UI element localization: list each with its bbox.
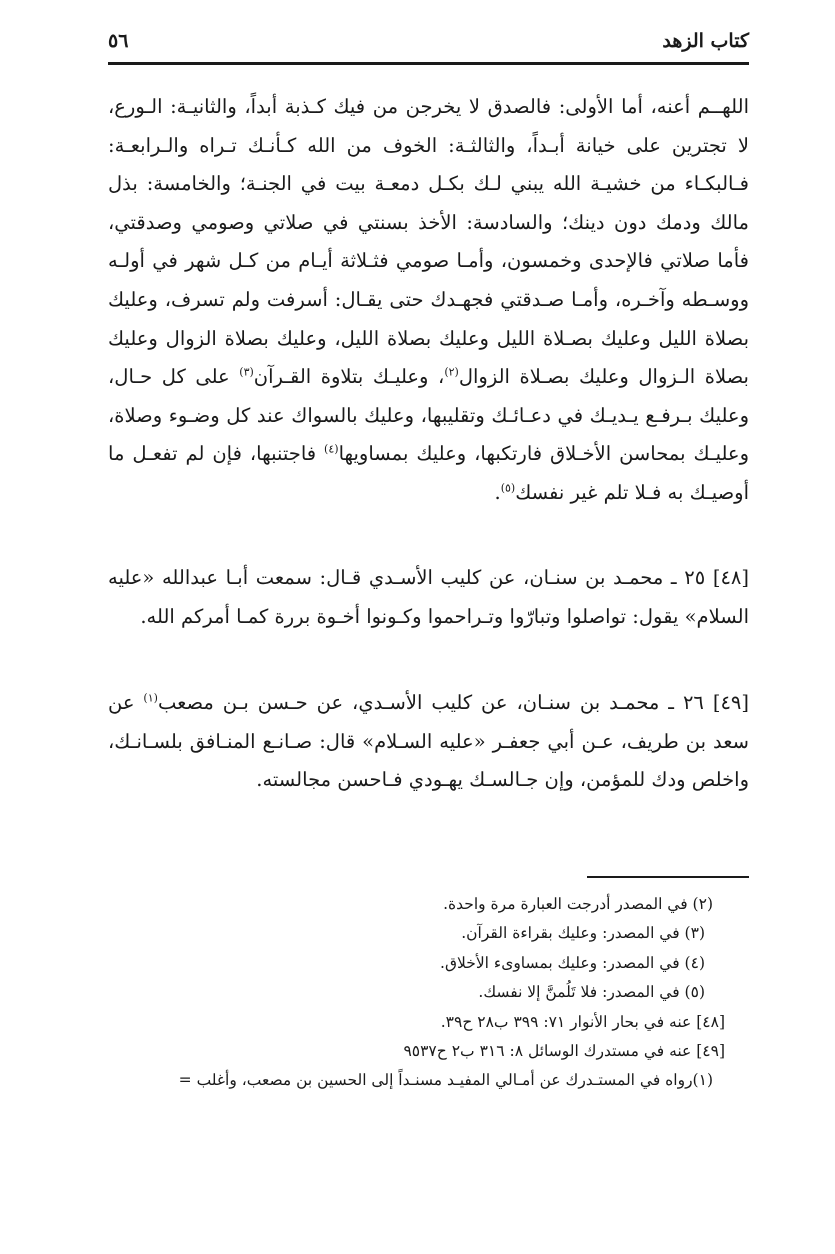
page-number: ٥٦ [108,30,129,52]
book-title: كتاب الزهد [662,30,749,52]
hadith-48: [٤٨] ٢٥ ـ محمـد بن سنـان، عن كليب الأسـدي قـال: سمعت أبـا عبدالله «عليه السلام» يقول: تواصلوا وتبارّوا وتـراحموا وكـونوا أخـوة بررة كمـا أمركم الله. [108,566,749,628]
footnotes-list [80,890,725,1096]
footnote-ref-2[interactable]: (٢) [444,365,459,379]
header-rule [108,62,749,65]
paragraph-continuation [108,88,749,513]
running-header [108,28,749,60]
paragraph-text: [٤٩] ٢٦ ـ محمـد بن سنـان، عن كليب الأسـدي، عن حـسن بـن مصعب [157,691,749,714]
source-note-48: [٤٨] عنه في بحار الأنوار ٧١: ٣٩٩ ب٢٨ ح٣٩. [440,1012,725,1031]
footnote-ref-4[interactable]: (٤) [324,442,339,456]
source-note-49: [٤٩] عنه في مستدرك الوسائل ٨: ٣١٦ ب٢ ح٩٥٣٧ [403,1042,725,1061]
paragraph-text: فاجتنبها، فإن لم تفعـل ما أوصيـك به فـلا تلم غير نفسك [108,442,749,504]
footnote-4: (٤) في المصدر: وعليك بمساوىء الأخلاق. [440,953,705,972]
footnote-separator [587,876,749,878]
paragraph-text: . [494,480,501,504]
footnote-ref-3[interactable]: (٣) [239,365,254,379]
footnote-ref-5[interactable]: (٥) [500,481,516,495]
footnote-ref-1[interactable]: (١) [143,691,158,705]
paragraph-text: عن سعد بن طريف، عـن أبي جعفـر «عليه السـلام» قال: صـانـع المنـافق بلسـانـك، واخلص ودك للمؤمن، وإن جـالسـك يهـودي فـاحسن مجالسته. [108,691,749,792]
footnote-3: (٣) في المصدر: وعليك بقراءة القرآن. [461,924,705,943]
footnote-1: (١)رواه في المستـدرك عن أمـالي المفيـد مسنـداً إلى الحسين بن مصعب، وأغلب = [178,1071,713,1090]
paragraph-text: اللهــم أعنه، أما الأولى: فالصدق لا يخرجن من فيك كـذبة أبداً، والثانيـة: الـورع، لا تجترين على خيانة أبـداً، والثالثـة: الخوف من الله كـأنـك تـراه والـرابعـة: فـالبكـاء من خشيـة الله يبني لـك بكـل دمعـة بيت في الجنـة؛ والخامسة: بذل مالك ودمك دون دينك؛ والسادسة: الأخذ بسنتي في صلاتي وصومي وصدقتي، فأما صلاتي فالإحدى وخمسون، وأمـا صومي فثـلاثة أيـام من كـل شهر في أولـه ووسـطه وآخـره، وأمـا صـدقتي فجهـدك حتى يقـال: أسرفت ولم تسرف، وعليك بصلاة الليل وعليك بصـلاة الليل وعليك بصلاة الليل، وعليك بصلاة الزوال وعليك بصلاة الـزوال وعليك بصـلاة الزوال [108,95,750,389]
paragraph-text: على كل حـال، وعليك بـرفـع يـديـك في دعـائـك وتقليبها، وعليك بالسواك عند كل وضـوء وصلاة، وعليـك بمحاسن الأخـلاق فارتكبها، وعليك بمساويها [108,365,749,466]
footnote-2: (٢) في المصدر أدرجت العبارة مرة واحدة. [443,895,713,913]
footnote-5: (٥) في المصدر: فلا تَلُمنَّ إلا نفسك. [478,983,705,1002]
hadith-49 [108,684,749,800]
paragraph-text: ، وعليـك بتلاوة القـرآن [253,365,445,389]
